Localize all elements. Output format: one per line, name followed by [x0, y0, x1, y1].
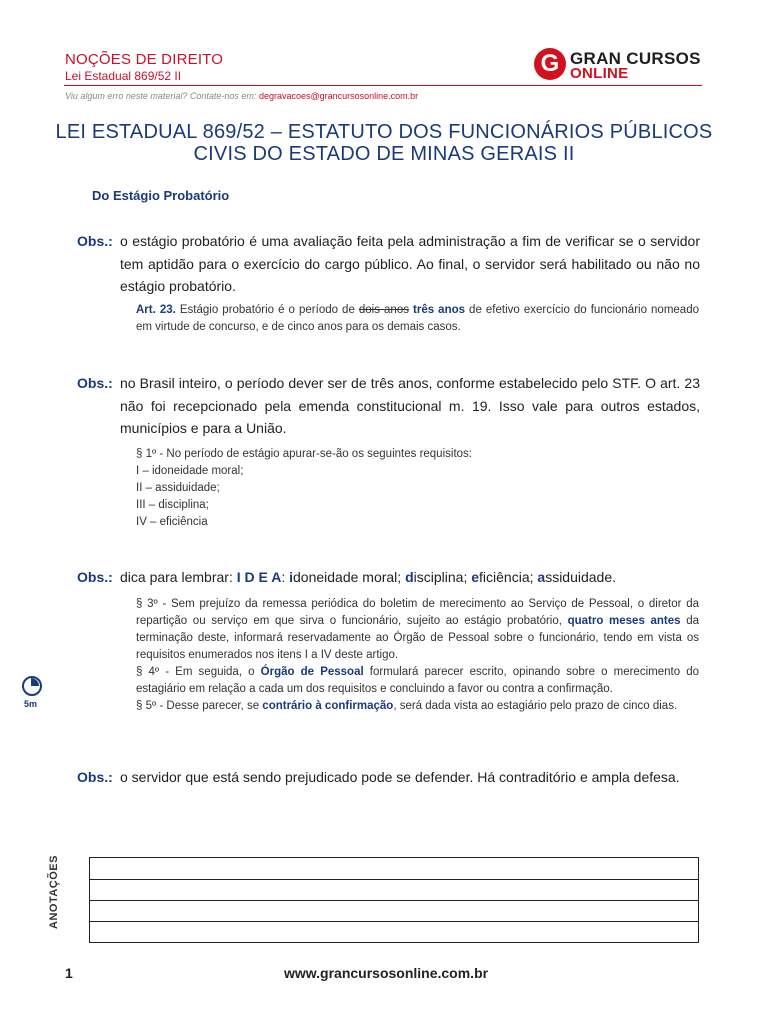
- page-number: 1: [65, 965, 73, 981]
- highlight-text: contrário à confirmação: [262, 700, 394, 712]
- struck-text: dois anos: [358, 304, 409, 316]
- paragraph-4: [136, 664, 699, 698]
- highlight-text: quatro meses antes: [567, 615, 681, 627]
- paragraph-5-text-b: , será dada vista ao estagiário pelo prazo de cinco dias.: [393, 700, 678, 712]
- article-text-a: Estágio probatório é o período de: [175, 304, 359, 316]
- obs-label: Obs.:: [77, 569, 113, 585]
- article-text-b: de efetivo exercício do funcionário nomeado em virtude de concurso, e de cinco anos para os demais casos.: [136, 304, 699, 333]
- requirement-item: IV – eficiência: [136, 516, 208, 528]
- obs-label: Obs.:: [77, 769, 113, 785]
- requirement-item: I – idoneidade moral;: [136, 465, 244, 477]
- highlight-text: três anos: [413, 304, 466, 316]
- page-title: [40, 121, 728, 165]
- mnemonic-letter: a: [537, 569, 546, 585]
- mnemonic-word: doneidade moral;: [293, 569, 406, 585]
- footer-url-link[interactable]: www.grancursosonline.com.br: [284, 965, 489, 981]
- highlight-text: Órgão de Pessoal: [260, 666, 364, 678]
- obs-text-3: dica para lembrar: I D E A: idoneidade moral; disciplina; eficiência; assiduidade.: [120, 569, 617, 585]
- mnemonic-letter: e: [471, 569, 480, 585]
- logo-text-line1: GRAN CURSOS: [570, 49, 701, 68]
- paragraph-3-text-a: § 3º - Sem prejuízo da remessa periódica do boletim de merecimento ao Serviço de Pessoal, o diretor da repartição ou serviço em que sirva o funcionário, sujeito ao estágio probatório,: [136, 598, 699, 627]
- timer-icon: [22, 676, 42, 696]
- logo-text-line2: ONLINE: [570, 65, 629, 82]
- notes-line: [90, 879, 698, 880]
- mnemonic-word: ssiduidade.: [545, 569, 617, 585]
- article-label: Art. 23.: [136, 304, 176, 316]
- mnemonic-letter: i: [289, 569, 293, 585]
- notes-box[interactable]: [89, 857, 699, 943]
- obs-label: Obs.:: [77, 233, 113, 249]
- paragraph-3: [136, 596, 699, 664]
- notes-line: [90, 900, 698, 901]
- header-topic: Lei Estadual 869/52 II: [65, 69, 182, 83]
- mnemonic-letter: d: [405, 569, 414, 585]
- paragraph-1-quote: [136, 446, 699, 531]
- mnemonic-word: isciplina;: [413, 569, 472, 585]
- requirement-item: III – disciplina;: [136, 499, 209, 511]
- mnemonic-word: ficiência;: [479, 569, 538, 585]
- mnemonic-acronym: I D E A: [236, 569, 282, 585]
- notes-label: ANOTAÇÕES: [48, 855, 60, 929]
- paragraph-1-intro: § 1º - No período de estágio apurar-se-ão os seguintes requisitos:: [136, 448, 472, 460]
- timer-label: 5m: [24, 699, 38, 709]
- mnemonic-prefix: dica para lembrar:: [120, 569, 237, 585]
- requirement-item: II – assiduidade;: [136, 482, 220, 494]
- notes-line: [90, 921, 698, 922]
- contact-note: [65, 91, 418, 101]
- paragraph-4-text-a: § 4º - Em seguida, o: [136, 666, 261, 678]
- paragraph-3-text-b: da terminação deste, informará reservadamente ao Órgão de Pessoal sobre o funcionário, tendo em vista os requisitos enumerados nos itens I a IV deste artigo.: [136, 615, 699, 661]
- section-heading: Do Estágio Probatório: [92, 188, 230, 203]
- page-title-line2: CIVIS DO ESTADO DE MINAS GERAIS II: [193, 143, 575, 165]
- header-subject: NOÇÕES DE DIREITO: [65, 51, 224, 68]
- brand-logo: [534, 46, 704, 86]
- article-23-quote: [136, 302, 699, 336]
- obs-text-2: no Brasil inteiro, o período dever ser de três anos, conforme estabelecido pelo STF. O art. 23 não foi recepcionado pela emenda constitucional m. 19. Isso vale para outros estados, municípios e para a União.: [120, 375, 700, 436]
- obs-label: Obs.:: [77, 375, 113, 391]
- paragraphs-3-5-quote: [136, 596, 699, 715]
- page-title-line1: LEI ESTADUAL 869/52 – ESTATUTO DOS FUNCIONÁRIOS PÚBLICOS: [55, 121, 713, 143]
- obs-text-4: o servidor que está sendo prejudicado pode se defender. Há contraditório e ampla defesa.: [120, 769, 680, 785]
- contact-prefix: Viu algum erro neste material? Contate-nos em:: [65, 91, 259, 101]
- logo-g-icon: G: [534, 48, 566, 80]
- obs-text-1: o estágio probatório é uma avaliação feita pela administração a fim de verificar se o servidor tem aptidão para o exercício do cargo público. Ao final, o servidor será habilitado ou não no estágio probatório.: [120, 233, 700, 294]
- contact-email-link[interactable]: degravacoes@grancursosonline.com.br: [258, 91, 419, 101]
- paragraph-5: [136, 698, 699, 715]
- paragraph-5-text-a: § 5º - Desse parecer, se: [136, 700, 263, 712]
- paragraph-4-text-b: formulará parecer escrito, opinando sobre o merecimento do estagiário em relação a cada um dos requisitos e concluindo a favor ou contra a confirmação.: [136, 666, 699, 695]
